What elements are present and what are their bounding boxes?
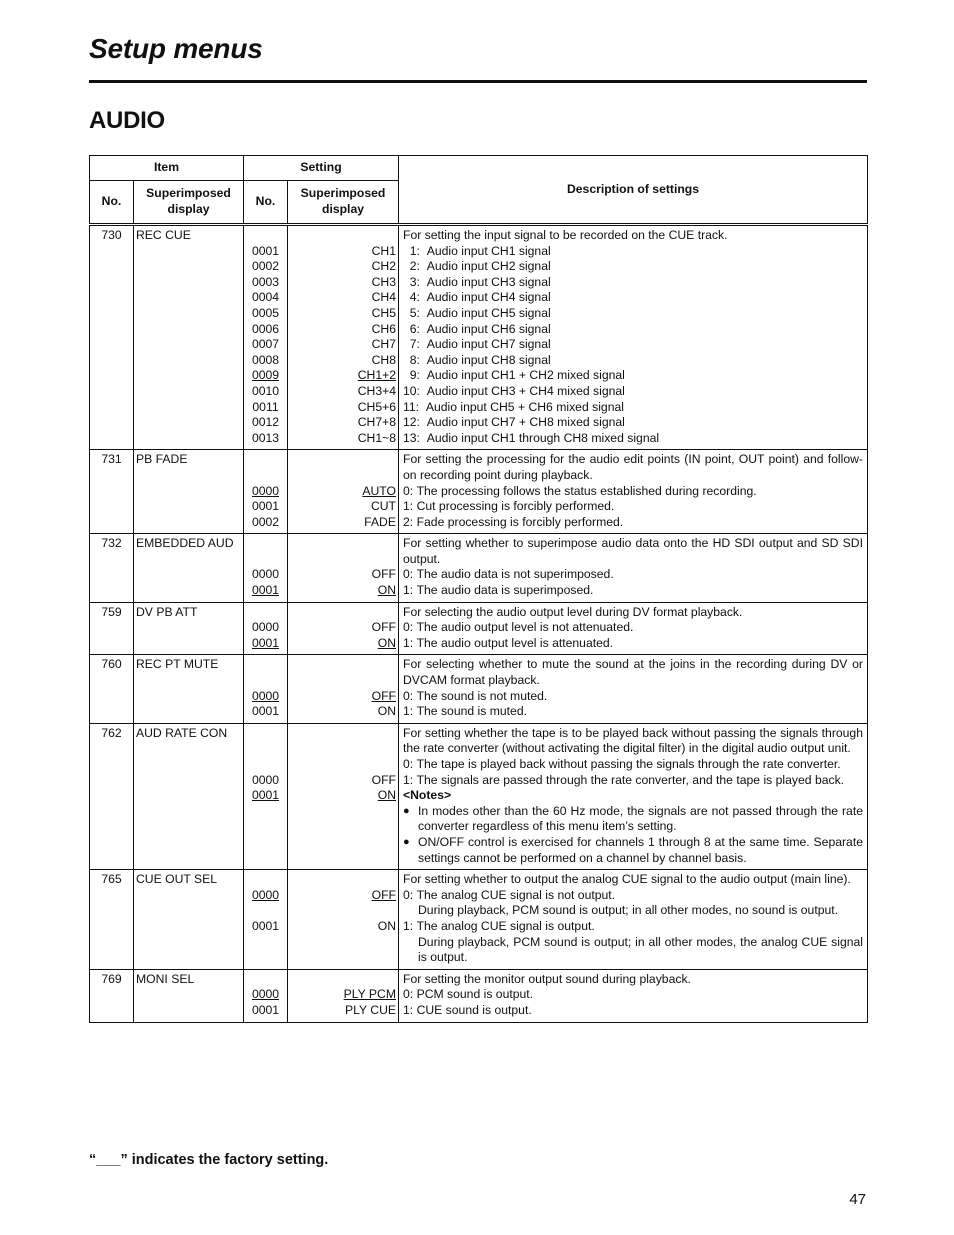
- description-option: [403, 773, 863, 789]
- setting-display: CH1: [371, 243, 396, 258]
- setting-display: OFF: [371, 772, 396, 787]
- option-text: CUE sound is output.: [416, 1002, 532, 1017]
- setting-number: 0011: [252, 399, 279, 414]
- setting-numbers: [244, 225, 288, 450]
- option-text: The processing follows the status established during recording.: [416, 483, 757, 498]
- item-number: 765: [90, 870, 134, 970]
- setting-number: 0001: [251, 499, 280, 514]
- option-text: The audio data is not superimposed.: [416, 567, 614, 582]
- note-item: [403, 835, 863, 866]
- setting-number: 0000: [251, 772, 280, 787]
- item-display: AUD RATE CON: [134, 723, 244, 869]
- option-prefix: 2:: [403, 259, 427, 274]
- setting-display: CH7+8: [357, 415, 396, 430]
- option-prefix: 0:: [403, 757, 417, 771]
- option-prefix: 1:: [403, 243, 427, 258]
- description-option: [403, 919, 863, 935]
- option-prefix: 9:: [403, 368, 427, 383]
- option-text: Fade processing is forcibly performed.: [416, 514, 624, 529]
- option-text: Audio input CH6 signal: [426, 321, 551, 336]
- setting-display: CH5: [371, 305, 396, 320]
- setting-number: 0001: [251, 1002, 280, 1017]
- option-prefix: 5:: [403, 305, 427, 320]
- setting-description: [399, 602, 868, 655]
- setting-number: 0001: [251, 243, 280, 258]
- description-detail: During playback, PCM sound is output; in all other modes, the analog CUE signal is output.: [418, 934, 863, 965]
- setting-description: [399, 723, 868, 869]
- setting-number: 0000: [251, 483, 280, 498]
- option-prefix: 1:: [403, 1002, 417, 1017]
- item-display: PB FADE: [134, 450, 244, 534]
- setting-number: 0000: [251, 567, 280, 582]
- header-item-display: Superimposed display: [134, 181, 244, 225]
- note-text: ON/OFF control is exercised for channels 1 through 8 at the same time. Separate settings cannot be performed on a channel by channel basis.: [418, 834, 863, 865]
- setting-number: 0003: [251, 274, 280, 289]
- setting-display: CH5+6: [357, 399, 396, 414]
- audio-settings-table: [89, 155, 868, 1023]
- header-setting-display: Superimposed display: [288, 181, 399, 225]
- table-row: [90, 655, 868, 723]
- description-option: [403, 275, 863, 291]
- description-option: [403, 987, 863, 1003]
- setting-display: ON: [377, 635, 396, 650]
- setting-display: PLY CUE: [344, 1002, 396, 1017]
- table-row: [90, 870, 868, 970]
- item-display: CUE OUT SEL: [134, 870, 244, 970]
- setting-displays: [288, 723, 399, 869]
- option-prefix: 1:: [403, 704, 417, 719]
- description-option: [403, 290, 863, 306]
- setting-display: CH3+4: [357, 383, 396, 398]
- item-number: 769: [90, 969, 134, 1022]
- setting-description: [399, 534, 868, 602]
- note-item: [403, 804, 863, 835]
- option-text: Audio input CH1 signal: [426, 243, 551, 258]
- option-text: Audio input CH5 + CH6 mixed signal: [425, 399, 624, 414]
- item-display: REC CUE: [134, 225, 244, 450]
- table-row: [90, 602, 868, 655]
- header-description: Description of settings: [399, 156, 868, 225]
- description-option: [403, 353, 863, 369]
- description-option: [403, 368, 863, 384]
- factory-setting-footnote: “___” indicates the factory setting.: [89, 1152, 329, 1168]
- setting-number: 0013: [251, 430, 280, 445]
- setting-number: 0000: [251, 620, 280, 635]
- setting-number: 0007: [251, 337, 280, 352]
- option-prefix: 11:: [403, 399, 426, 414]
- table-row: [90, 534, 868, 602]
- setting-display: CUT: [370, 499, 396, 514]
- table-row: [90, 450, 868, 534]
- option-prefix: 7:: [403, 337, 427, 352]
- setting-number: 0001: [251, 635, 280, 650]
- description-option: [403, 515, 863, 531]
- description-option: [403, 636, 863, 652]
- option-prefix: 6:: [403, 321, 427, 336]
- setting-description: [399, 225, 868, 450]
- setting-number: 0012: [251, 415, 280, 430]
- item-display: DV PB ATT: [134, 602, 244, 655]
- setting-number: 0008: [251, 352, 280, 367]
- setting-displays: [288, 225, 399, 450]
- setting-display: AUTO: [362, 483, 396, 498]
- setting-displays: [288, 534, 399, 602]
- setting-numbers: [244, 450, 288, 534]
- setting-number: 0005: [251, 305, 280, 320]
- page-number: 47: [849, 1191, 866, 1208]
- item-number: 731: [90, 450, 134, 534]
- setting-display: FADE: [364, 514, 396, 529]
- setting-display: OFF: [371, 620, 396, 635]
- setting-numbers: [244, 969, 288, 1022]
- setting-number: 0001: [251, 788, 280, 803]
- note-text: In modes other than the 60 Hz mode, the signals are not passed through the rate converter regardless of this menu item’s setting.: [418, 803, 863, 834]
- option-text: The tape is played back without passing the signals through the rate converter.: [416, 757, 841, 771]
- description-option: [403, 484, 863, 500]
- option-prefix: 0:: [403, 567, 417, 582]
- description-option: [403, 888, 863, 904]
- header-item: Item: [90, 156, 244, 181]
- setting-numbers: [244, 655, 288, 723]
- setting-number: 0006: [251, 321, 280, 336]
- description-text: For setting the input signal to be recorded on the CUE track.: [403, 228, 728, 242]
- description-option: [403, 431, 863, 447]
- option-text: Audio input CH2 signal: [426, 259, 551, 274]
- option-text: The sound is not muted.: [416, 688, 548, 703]
- option-text: The sound is muted.: [416, 704, 527, 719]
- option-text: Audio input CH7 signal: [426, 337, 551, 352]
- page-title: Setup menus: [89, 33, 263, 64]
- option-text: The analog CUE signal is not output.: [416, 887, 616, 902]
- option-prefix: 1:: [403, 635, 417, 650]
- table-row: [90, 225, 868, 450]
- description-option: [403, 337, 863, 353]
- bullet-icon: ●: [403, 804, 410, 817]
- option-prefix: 8:: [403, 352, 427, 367]
- description-option: [403, 620, 863, 636]
- bullet-icon: ●: [403, 835, 410, 848]
- description-option: [403, 689, 863, 705]
- option-prefix: 13:: [403, 430, 427, 445]
- setting-display: PLY PCM: [343, 987, 396, 1002]
- setting-displays: [288, 602, 399, 655]
- description-text: For setting the monitor output sound during playback.: [403, 971, 691, 986]
- setting-display: CH6: [371, 321, 396, 336]
- option-text: Audio input CH8 signal: [426, 352, 551, 367]
- setting-display: ON: [377, 583, 396, 598]
- option-prefix: 2:: [403, 514, 417, 529]
- table-body: [90, 225, 868, 1023]
- description-option: [403, 583, 863, 599]
- setting-description: [399, 655, 868, 723]
- option-text: Audio input CH1 + CH2 mixed signal: [426, 368, 625, 383]
- setting-display: CH7: [371, 337, 396, 352]
- setting-number: 0001: [251, 918, 280, 933]
- setting-display: OFF: [371, 887, 396, 902]
- setting-numbers: [244, 602, 288, 655]
- option-prefix: 12:: [403, 415, 427, 430]
- option-prefix: 0:: [403, 987, 417, 1002]
- setting-display: ON: [377, 704, 396, 719]
- description-option: [403, 259, 863, 275]
- setting-number: 0000: [251, 688, 280, 703]
- option-prefix: 0:: [403, 688, 417, 703]
- option-text: Audio input CH1 through CH8 mixed signal: [426, 430, 660, 445]
- option-text: The audio output level is attenuated.: [416, 635, 614, 650]
- setting-display: CH2: [371, 259, 396, 274]
- header-item-no: No.: [90, 181, 134, 225]
- description-text: For setting whether to output the analog CUE signal to the audio output (main line).: [403, 872, 851, 887]
- setting-display: CH3: [371, 274, 396, 289]
- setting-number: 0001: [251, 704, 280, 719]
- option-prefix: 0:: [403, 483, 417, 498]
- setting-display: ON: [377, 788, 396, 803]
- setting-number: 0010: [251, 383, 280, 398]
- option-text: The signals are passed through the rate converter, and the tape is played back.: [416, 772, 845, 787]
- description-text: For setting whether the tape is to be played back without passing the signals through the rate converter (without activating the digital filter) in the digital audio output unit.: [403, 725, 863, 756]
- option-text: Audio input CH4 signal: [426, 290, 551, 305]
- item-number: 759: [90, 602, 134, 655]
- table-row: [90, 969, 868, 1022]
- description-detail: During playback, PCM sound is output; in all other modes, no sound is output.: [418, 903, 839, 918]
- option-text: The audio data is superimposed.: [416, 583, 594, 598]
- description-option: [403, 384, 863, 400]
- section-title: AUDIO: [89, 107, 165, 134]
- description-option: [403, 244, 863, 260]
- setting-display: OFF: [371, 567, 396, 582]
- setting-display: CH4: [371, 290, 396, 305]
- setting-number: 0004: [251, 290, 280, 305]
- description-option: [403, 322, 863, 338]
- option-prefix: 10:: [403, 383, 427, 398]
- header-setting-no: No.: [244, 181, 288, 225]
- header-setting: Setting: [244, 156, 399, 181]
- setting-displays: [288, 655, 399, 723]
- setting-numbers: [244, 534, 288, 602]
- table-row: [90, 723, 868, 869]
- option-prefix: 1:: [403, 499, 417, 514]
- option-text: Audio input CH7 + CH8 mixed signal: [426, 415, 625, 430]
- description-text: For selecting whether to mute the sound at the joins in the recording during DV or DVCAM format playback.: [403, 657, 863, 688]
- setting-number: 0000: [251, 887, 280, 902]
- setting-display: ON: [377, 918, 396, 933]
- item-display: REC PT MUTE: [134, 655, 244, 723]
- description-option: [403, 1003, 863, 1019]
- item-display: EMBEDDED AUD: [134, 534, 244, 602]
- description-text: For setting the processing for the audio edit points (IN point, OUT point) and follow-on recording point during playback.: [403, 452, 863, 482]
- setting-display: CH8: [371, 352, 396, 367]
- description-text: For selecting the audio output level during DV format playback.: [403, 604, 743, 619]
- item-number: 762: [90, 723, 134, 869]
- item-number: 760: [90, 655, 134, 723]
- description-text: For setting whether to superimpose audio data onto the HD SDI output and SD SDI output.: [403, 536, 863, 566]
- setting-displays: [288, 969, 399, 1022]
- option-text: Audio input CH3 signal: [426, 274, 551, 289]
- item-number: 730: [90, 225, 134, 450]
- item-display: MONI SEL: [134, 969, 244, 1022]
- setting-display: OFF: [371, 688, 396, 703]
- description-option: [403, 415, 863, 431]
- setting-displays: [288, 450, 399, 534]
- option-text: PCM sound is output.: [416, 987, 534, 1002]
- setting-description: [399, 969, 868, 1022]
- option-prefix: 1:: [403, 772, 417, 787]
- option-text: The audio output level is not attenuated.: [416, 620, 634, 635]
- setting-displays: [288, 870, 399, 970]
- setting-number: 0009: [251, 368, 280, 383]
- setting-number: 0002: [251, 259, 280, 274]
- notes-heading: <Notes>: [403, 788, 452, 803]
- title-rule: [89, 80, 867, 83]
- description-option: [403, 400, 863, 416]
- option-text: The analog CUE signal is output.: [416, 918, 595, 933]
- option-prefix: 0:: [403, 620, 417, 635]
- setting-display: CH1+2: [357, 368, 396, 383]
- option-text: Audio input CH3 + CH4 mixed signal: [426, 383, 625, 398]
- option-prefix: 4:: [403, 290, 427, 305]
- setting-description: [399, 450, 868, 534]
- option-prefix: 3:: [403, 274, 427, 289]
- item-number: 732: [90, 534, 134, 602]
- setting-description: [399, 870, 868, 970]
- setting-numbers: [244, 723, 288, 869]
- option-prefix: 1:: [403, 583, 417, 598]
- description-option: [403, 567, 863, 583]
- setting-display: CH1~8: [357, 430, 396, 445]
- option-text: Cut processing is forcibly performed.: [416, 499, 615, 514]
- option-prefix: 0:: [403, 887, 417, 902]
- setting-number: 0002: [251, 514, 280, 529]
- setting-numbers: [244, 870, 288, 970]
- description-option: [403, 499, 863, 515]
- setting-number: 0001: [251, 583, 280, 598]
- option-text: Audio input CH5 signal: [426, 305, 551, 320]
- description-option: [403, 704, 863, 720]
- description-option: [403, 306, 863, 322]
- description-option: [403, 757, 863, 773]
- setting-number: 0000: [251, 987, 280, 1002]
- option-prefix: 1:: [403, 918, 417, 933]
